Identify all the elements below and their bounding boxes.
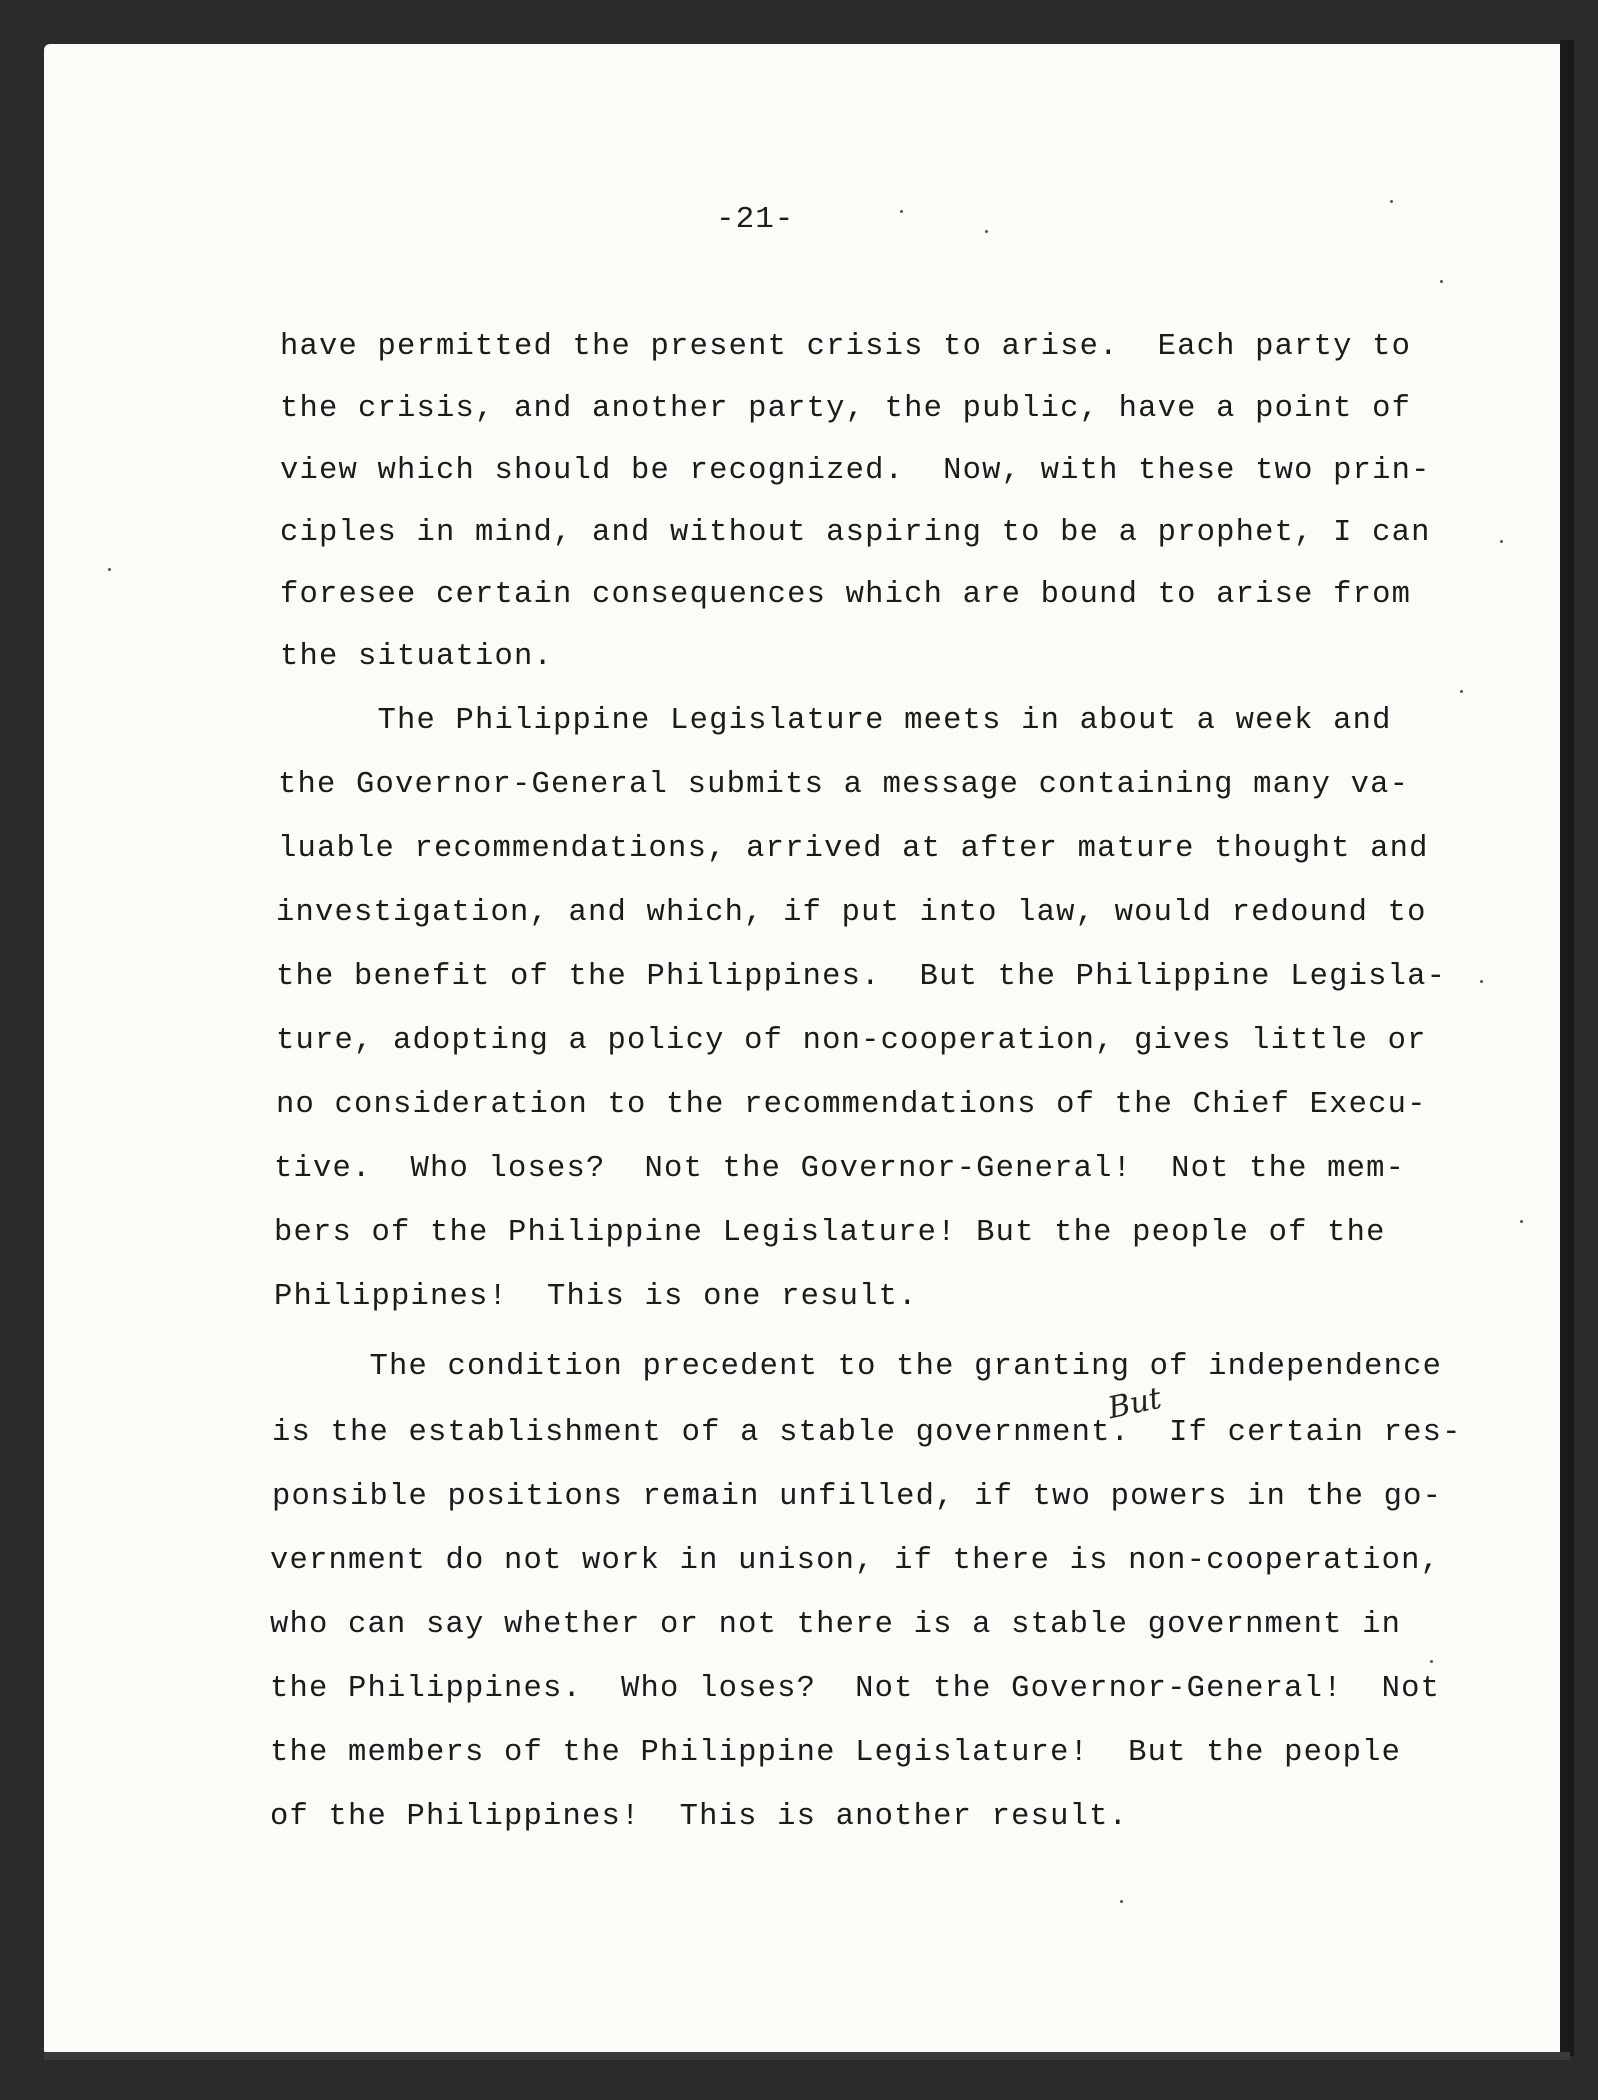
text-line: the benefit of the Philippines. But the Philippine Legisla- bbox=[276, 960, 1447, 994]
text-line: who can say whether or not there is a stable government in bbox=[270, 1608, 1402, 1642]
text-line: foresee certain consequences which are bound to arise from bbox=[280, 578, 1412, 612]
scan-speck bbox=[1390, 200, 1393, 203]
text-line: The condition precedent to the granting of independence bbox=[272, 1350, 1443, 1384]
text-line: view which should be recognized. Now, with these two prin- bbox=[280, 454, 1431, 488]
scan-speck bbox=[985, 230, 988, 233]
text-line: The Philippine Legislature meets in about a week and bbox=[280, 704, 1392, 738]
scan-speck bbox=[1520, 1220, 1523, 1223]
text-line: bers of the Philippine Legislature! But the people of the bbox=[274, 1216, 1386, 1250]
scan-speck bbox=[1480, 980, 1483, 983]
text-line: the situation. bbox=[280, 640, 554, 674]
text-line: ponsible positions remain unfilled, if two powers in the go- bbox=[272, 1480, 1443, 1514]
text-line: the members of the Philippine Legislature! But the people bbox=[270, 1736, 1402, 1770]
text-line: ciples in mind, and without aspiring to be a prophet, I can bbox=[280, 516, 1431, 550]
text-line: the Governor-General submits a message containing many va- bbox=[278, 768, 1410, 802]
text-line: vernment do not work in unison, if there is non-cooperation, bbox=[270, 1544, 1441, 1578]
text-line: is the establishment of a stable government. If certain res- bbox=[272, 1416, 1462, 1450]
scan-speck bbox=[1120, 1900, 1123, 1903]
scan-speck bbox=[1440, 280, 1443, 283]
text-line: luable recommendations, arrived at after mature thought and bbox=[278, 832, 1429, 866]
handwritten-insert: But bbox=[1104, 1380, 1165, 1427]
text-line: the crisis, and another party, the public, have a point of bbox=[280, 392, 1412, 426]
scan-speck bbox=[108, 568, 111, 571]
scan-speck bbox=[1430, 1660, 1433, 1663]
page-number: -21- bbox=[716, 202, 795, 237]
text-line: have permitted the present crisis to arise. Each party to bbox=[280, 330, 1412, 364]
scan-speck bbox=[1460, 690, 1463, 693]
text-line: no consideration to the recommendations of the Chief Execu- bbox=[276, 1088, 1427, 1122]
scan-speck bbox=[1500, 540, 1503, 543]
text-line: of the Philippines! This is another result. bbox=[270, 1800, 1129, 1834]
page-edge-shadow bbox=[1560, 40, 1574, 2056]
page-bottom-shadow bbox=[44, 2052, 1570, 2060]
scan-speck bbox=[900, 210, 903, 213]
text-line: the Philippines. Who loses? Not the Governor-General! Not bbox=[270, 1672, 1441, 1706]
text-line: ture, adopting a policy of non-cooperation, gives little or bbox=[276, 1024, 1427, 1058]
text-line: tive. Who loses? Not the Governor-General! Not the mem- bbox=[274, 1152, 1406, 1186]
text-line: Philippines! This is one result. bbox=[274, 1280, 918, 1314]
text-line: investigation, and which, if put into law, would redound to bbox=[276, 896, 1427, 930]
